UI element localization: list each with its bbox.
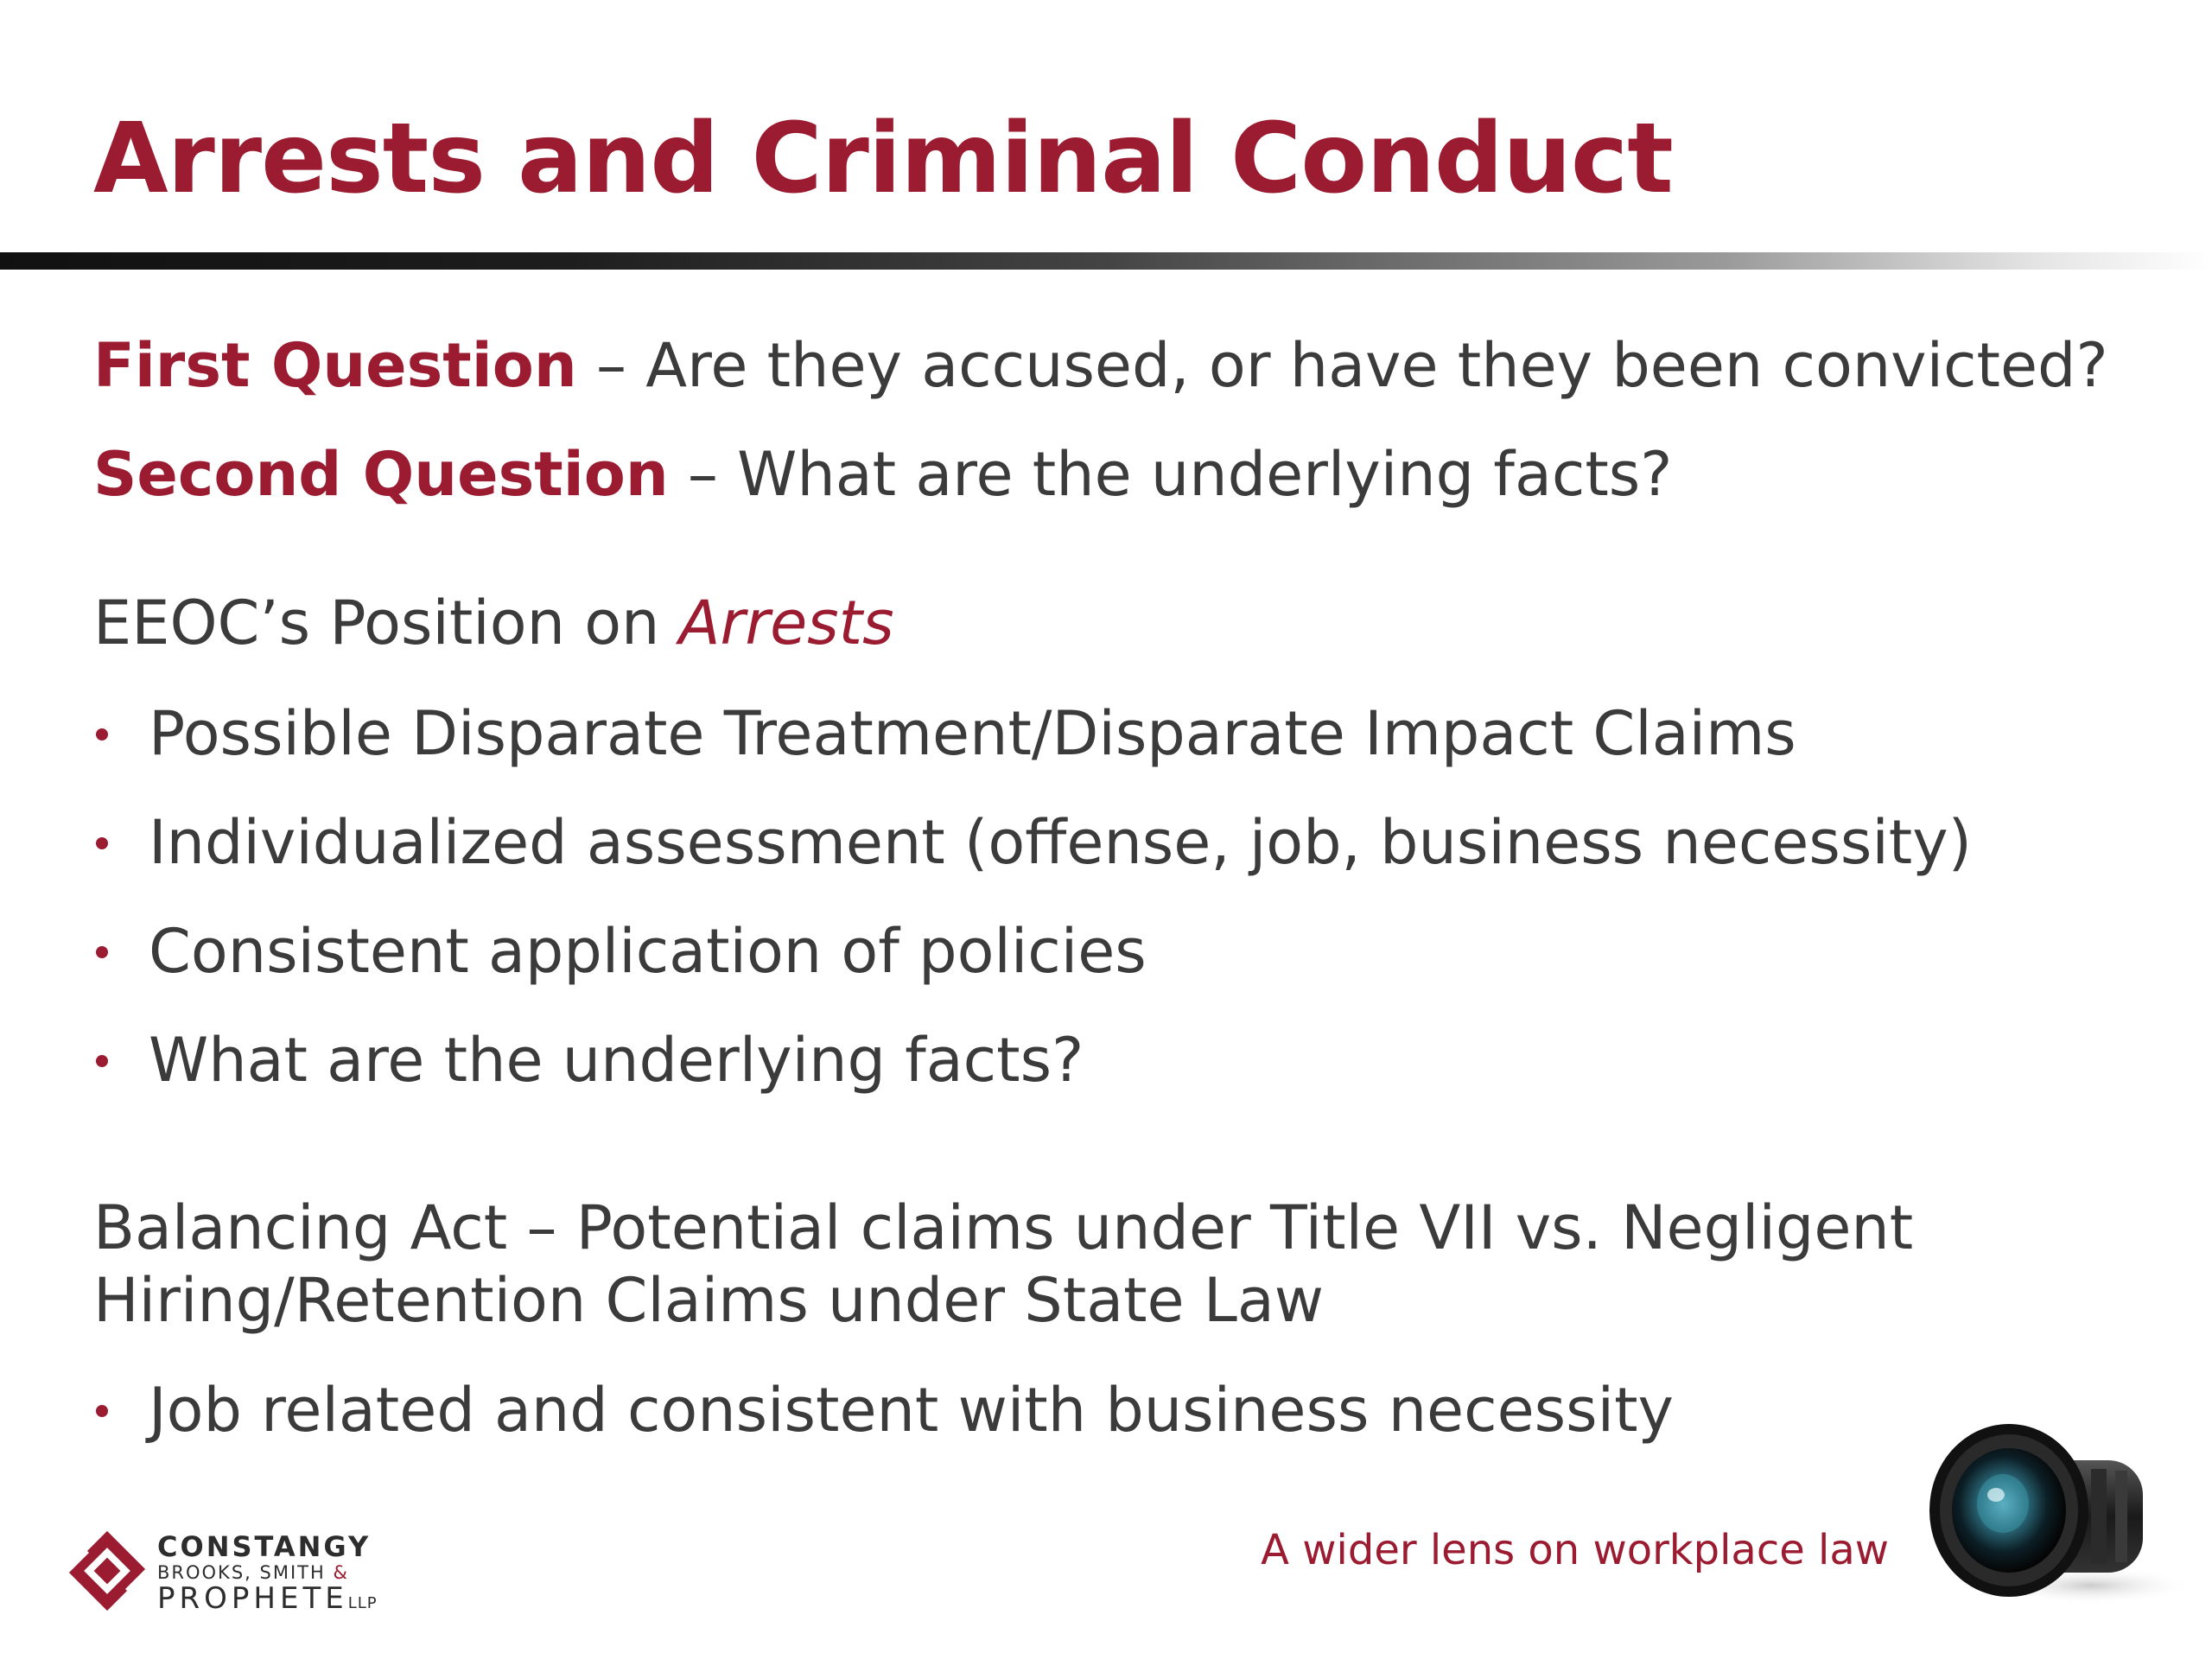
first-question-label: First Question xyxy=(93,330,577,401)
bullet-dot xyxy=(96,728,108,741)
camera-lens-icon xyxy=(1918,1408,2195,1616)
list-item: What are the underlying facts? xyxy=(149,1025,1084,1096)
list-item: Job related and consistent with business necessity xyxy=(149,1375,1674,1446)
slide-title: Arrests and Criminal Conduct xyxy=(93,103,1673,215)
balancing-act-line2: Hiring/Retention Claims under State Law xyxy=(93,1265,1324,1336)
tagline: A wider lens on workplace law xyxy=(1261,1526,1889,1574)
list-item: Consistent application of policies xyxy=(149,916,1147,987)
logo-line-2 xyxy=(157,1564,378,1582)
second-question-text: – What are the underlying facts? xyxy=(668,439,1673,510)
logo-line-1: CONSTANGY xyxy=(157,1530,372,1563)
second-question xyxy=(93,439,1673,510)
bullet-dot xyxy=(96,946,108,958)
logo-llp: LLP xyxy=(347,1594,378,1612)
list-item: Individualized assessment (offense, job, business necessity) xyxy=(149,807,1972,878)
first-question xyxy=(93,330,2108,401)
logo-line-3 xyxy=(157,1581,378,1616)
bullet-dot xyxy=(96,1405,108,1417)
eeoc-heading-emphasis: Arrests xyxy=(678,588,894,658)
logo-line-2-text: BROOKS, SMITH xyxy=(157,1562,326,1583)
bullet-dot xyxy=(96,837,108,849)
firm-logo-text xyxy=(157,1530,378,1616)
title-divider xyxy=(0,252,2212,270)
eeoc-heading-prefix: EEOC’s Position on xyxy=(93,588,679,658)
logo-line-3-text: PROPHETE xyxy=(157,1581,348,1616)
first-question-text: – Are they accused, or have they been convicted? xyxy=(576,330,2108,401)
bullet-dot xyxy=(96,1055,108,1067)
eeoc-heading xyxy=(93,588,894,658)
second-question-label: Second Question xyxy=(93,439,669,510)
list-item: Possible Disparate Treatment/Disparate Impact Claims xyxy=(149,698,1796,769)
balancing-act-line1: Balancing Act – Potential claims under Title VII vs. Negligent xyxy=(93,1192,1914,1263)
firm-logo-icon xyxy=(66,1529,149,1612)
logo-ampersand: & xyxy=(333,1562,349,1583)
